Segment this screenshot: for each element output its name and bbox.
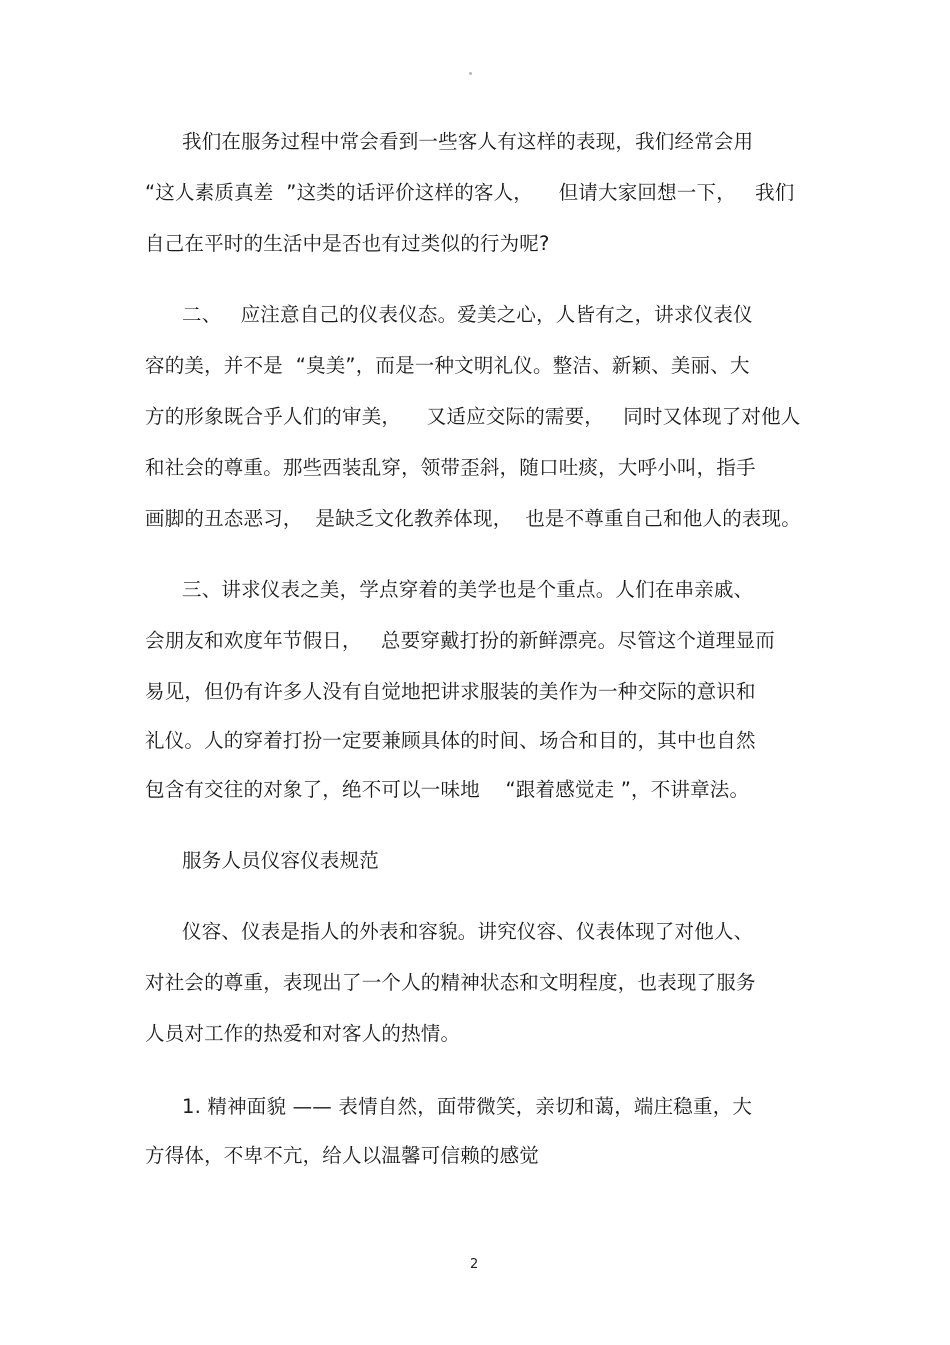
list-item-1-line-1: 1. 精神面貌 —— 表情自然，面带微笑，亲切和蔼，端庄稳重，大: [182, 1095, 753, 1118]
paragraph-3-line-1: 三、讲求仪表之美，学点穿着的美学也是个重点。人们在串亲戚、: [182, 578, 754, 601]
paragraph-2-line-3: 方的形象既合乎人们的审美， 又适应交际的需要， 同时又体现了对他人: [145, 405, 801, 428]
list-item-1-line-2: 方得体，不卑不亢，给人以温馨可信赖的感觉: [145, 1144, 540, 1167]
section-heading: 服务人员仪容仪表规范: [182, 849, 380, 872]
paragraph-2-line-1: 二、 应注意自己的仪表仪态。爱美之心，人皆有之，讲求仪表仪: [182, 303, 753, 326]
paragraph-2-line-2: 容的美，并不是 “臭美”，而是一种文明礼仪。整洁、新颖、美丽、大: [145, 354, 750, 377]
paragraph-2-line-4: 和社会的尊重。那些西装乱穿，领带歪斜，随口吐痰，大呼小叫，指手: [145, 456, 756, 479]
paragraph-3-line-2: 会朋友和欢度年节假日， 总要穿戴打扮的新鲜漂亮。尽管这个道理显而: [145, 629, 775, 652]
paragraph-1-line-1: 我们在服务过程中常会看到一些客人有这样的表现，我们经常会用: [182, 130, 754, 153]
paragraph-3-line-5: 包含有交往的对象了，绝不可以一味地 “跟着感觉走 ”，不讲章法。: [145, 778, 750, 801]
paragraph-2-line-5: 画脚的丑态恶习， 是缺乏文化教养体现， 也是不尊重自己和他人的表现。: [145, 507, 801, 530]
paragraph-5-line-3: 人员对工作的热爱和对客人的热情。: [145, 1022, 461, 1045]
paragraph-5-line-1: 仪容、仪表是指人的外表和容貌。讲究仪容、仪表体现了对他人、: [182, 920, 754, 943]
page-number: 2: [470, 1257, 479, 1272]
paragraph-5-line-2: 对社会的尊重，表现出了一个人的精神状态和文明程度，也表现了服务: [145, 971, 756, 994]
paragraph-3-line-3: 易见，但仍有许多人没有自觉地把讲求服装的美作为一种交际的意识和: [145, 680, 756, 703]
paragraph-3-line-4: 礼仪。人的穿着打扮一定要兼顾具体的时间、场合和目的，其中也自然: [145, 729, 756, 752]
paragraph-1-line-3: 自己在平时的生活中是否也有过类似的行为呢?: [145, 232, 550, 255]
paragraph-1-line-2: “这人素质真差 ”这类的话评价这样的客人， 但请大家回想一下， 我们: [145, 181, 795, 204]
header-mark: [469, 72, 472, 75]
